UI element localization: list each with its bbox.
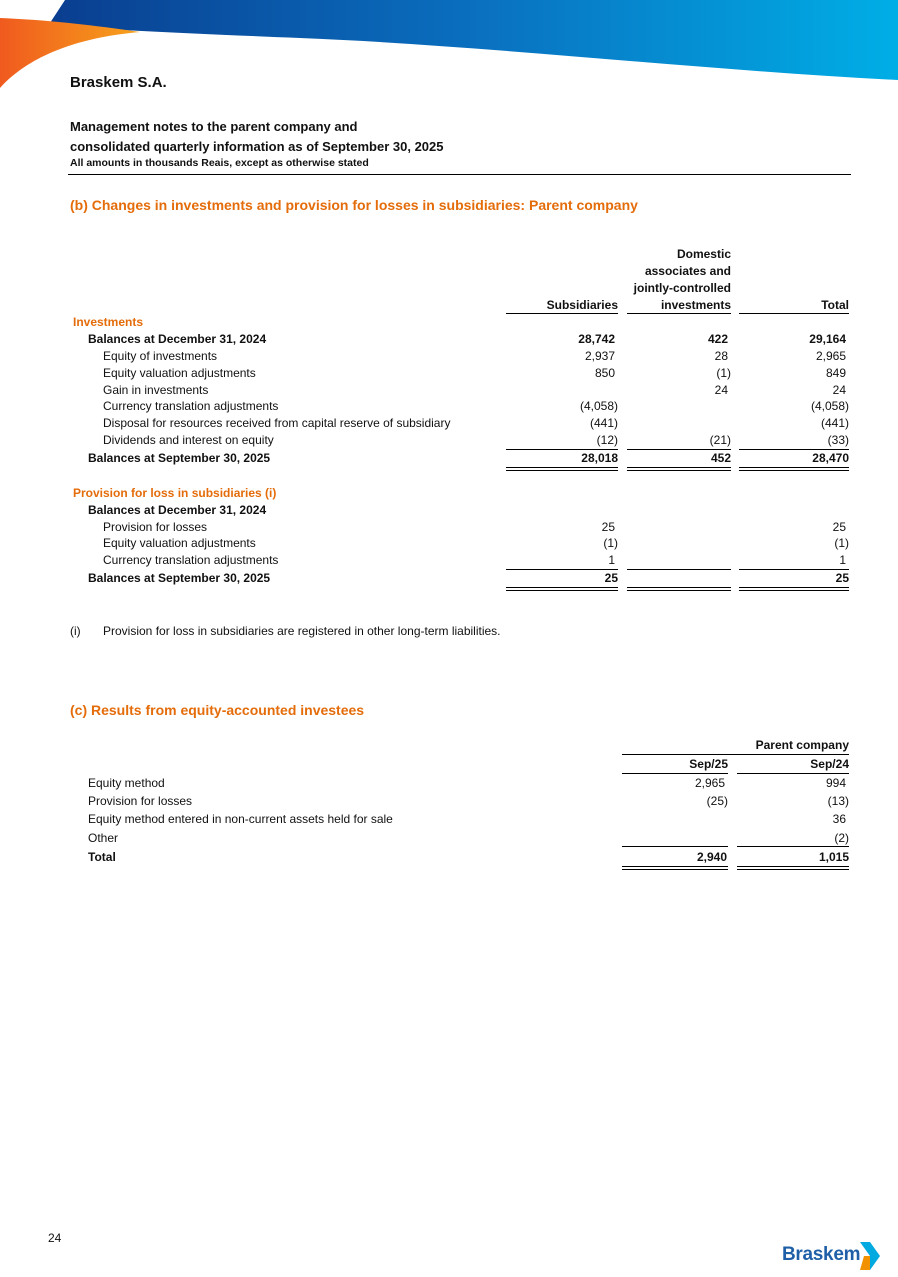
cell-subsidiaries: (1): [603, 536, 618, 550]
cell-subsidiaries: 2,937: [584, 349, 615, 363]
table-row: [0, 830, 898, 847]
row-label: Balances at September 30, 2025: [88, 451, 271, 465]
cell-sep24: (2): [834, 831, 849, 845]
row-label: Total: [88, 850, 116, 864]
report-title-line2: consolidated quarterly information as of September 30, 2025: [70, 139, 444, 154]
footnote-mark: (i): [70, 624, 81, 638]
total-double-line: [737, 866, 849, 870]
subtotal-line: [737, 846, 849, 847]
cell-sep24: 1,015: [818, 850, 849, 864]
total-double-line: [622, 866, 728, 870]
cell-total: 24: [832, 383, 846, 397]
row-label: Equity method: [88, 776, 165, 790]
logo-chevron-icon: [858, 1240, 882, 1272]
group-header-underline: [622, 754, 849, 755]
row-label: Equity valuation adjustments: [103, 536, 256, 550]
col-total: Total: [821, 298, 849, 312]
cell-total: 28,470: [812, 451, 849, 465]
table-row: [0, 793, 898, 810]
cell-sep24: (13): [827, 794, 849, 808]
table-row: [0, 450, 898, 467]
table-row: [0, 570, 898, 587]
col-domestic-line4: investments: [660, 298, 731, 312]
table-row: [0, 382, 898, 399]
table-row: [0, 415, 898, 432]
total-double-line: [627, 467, 731, 471]
cell-total: 1: [839, 553, 846, 567]
provision-heading: Provision for loss in subsidiaries (i): [73, 486, 277, 500]
cell-total: (33): [827, 433, 849, 447]
cell-subsidiaries: 25: [601, 520, 615, 534]
investments-heading: Investments: [73, 315, 144, 329]
table-row: [0, 519, 898, 536]
total-double-line: [506, 467, 618, 471]
cell-domestic: 24: [714, 383, 728, 397]
cell-sep25: (25): [706, 794, 728, 808]
col-domestic-line2: associates and: [644, 264, 731, 278]
cell-domestic: 422: [707, 332, 728, 346]
row-label: Equity of investments: [103, 349, 218, 363]
braskem-logo: [782, 1240, 882, 1272]
col-sep24: Sep/24: [810, 757, 849, 771]
row-label: Balances at December 31, 2024: [88, 503, 267, 517]
cell-sep24: 994: [825, 776, 846, 790]
col-domestic-line1: Domestic: [676, 247, 731, 261]
cell-subsidiaries: 28,742: [578, 332, 615, 346]
total-double-line: [739, 467, 849, 471]
cell-sep25: 2,940: [696, 850, 727, 864]
table-row: [0, 432, 898, 449]
cell-total: 25: [832, 520, 846, 534]
col-parent-company: Parent company: [755, 738, 849, 752]
investments-heading-row: [0, 314, 898, 331]
cell-subsidiaries: (441): [589, 416, 618, 430]
row-label: Balances at December 31, 2024: [88, 332, 267, 346]
cell-subsidiaries: 25: [604, 571, 618, 585]
company-name: Braskem S.A.: [70, 74, 167, 91]
cell-domestic: 452: [710, 451, 731, 465]
cell-domestic: (1): [716, 366, 731, 380]
report-subtitle: All amounts in thousands Reais, except as otherwise stated: [70, 157, 369, 169]
total-double-line: [739, 587, 849, 591]
table-row: [0, 811, 898, 828]
row-label: Other: [88, 831, 119, 845]
table-row: [0, 552, 898, 569]
table-row: [0, 331, 898, 348]
row-label: Dividends and interest on equity: [103, 433, 274, 447]
cell-total: (4,058): [810, 399, 849, 413]
cell-subsidiaries: 1: [608, 553, 615, 567]
cell-total: 25: [835, 571, 849, 585]
logo-text: Braskem: [782, 1244, 861, 1265]
table-row: [0, 775, 898, 792]
provision-heading-row: [0, 485, 898, 502]
table-row: [0, 502, 898, 519]
table-row: [0, 348, 898, 365]
row-label: Gain in investments: [103, 383, 209, 397]
cell-subsidiaries: 850: [594, 366, 615, 380]
cell-sep25: 2,965: [694, 776, 725, 790]
cell-total: 29,164: [809, 332, 846, 346]
row-label: Disposal for resources received from capital reserve of subsidiary: [103, 416, 451, 430]
cell-total: (441): [820, 416, 849, 430]
cell-total: 2,965: [815, 349, 846, 363]
total-double-line: [506, 587, 618, 591]
col-subsidiaries: Subsidiaries: [546, 298, 618, 312]
report-title-line1: Management notes to the parent company and: [70, 119, 358, 134]
total-double-line: [627, 587, 731, 591]
row-label: Equity method entered in non-current assets held for sale: [88, 812, 393, 826]
table-row: [0, 849, 898, 866]
col-sep25: Sep/25: [689, 757, 728, 771]
section-b-title: (b) Changes in investments and provision for losses in subsidiaries: Parent company: [70, 197, 638, 213]
cell-sep24: 36: [832, 812, 846, 826]
col-sep24-underline: [737, 773, 849, 774]
row-label: Balances at September 30, 2025: [88, 571, 271, 585]
cell-subsidiaries: (12): [596, 433, 618, 447]
cell-total: 849: [825, 366, 846, 380]
cell-domestic: (21): [709, 433, 731, 447]
cell-domestic: 28: [714, 349, 728, 363]
table-row: [0, 535, 898, 552]
section-c-title: (c) Results from equity-accounted investees: [70, 702, 365, 718]
col-sep25-underline: [622, 773, 728, 774]
subtotal-line: [622, 846, 728, 847]
cell-total: (1): [834, 536, 849, 550]
page-number: 24: [48, 1231, 62, 1245]
row-label: Currency translation adjustments: [103, 399, 279, 413]
row-label: Provision for losses: [103, 520, 208, 534]
col-domestic-line3: jointly-controlled: [633, 281, 731, 295]
table-row: [0, 398, 898, 415]
cell-subsidiaries: (4,058): [579, 399, 618, 413]
header-divider: [68, 174, 851, 175]
row-label: Currency translation adjustments: [103, 553, 279, 567]
cell-subsidiaries: 28,018: [581, 451, 618, 465]
footnote-text: Provision for loss in subsidiaries are registered in other long-term liabilities.: [103, 624, 501, 638]
row-label: Provision for losses: [88, 794, 193, 808]
row-label: Equity valuation adjustments: [103, 366, 256, 380]
table-row: [0, 365, 898, 382]
